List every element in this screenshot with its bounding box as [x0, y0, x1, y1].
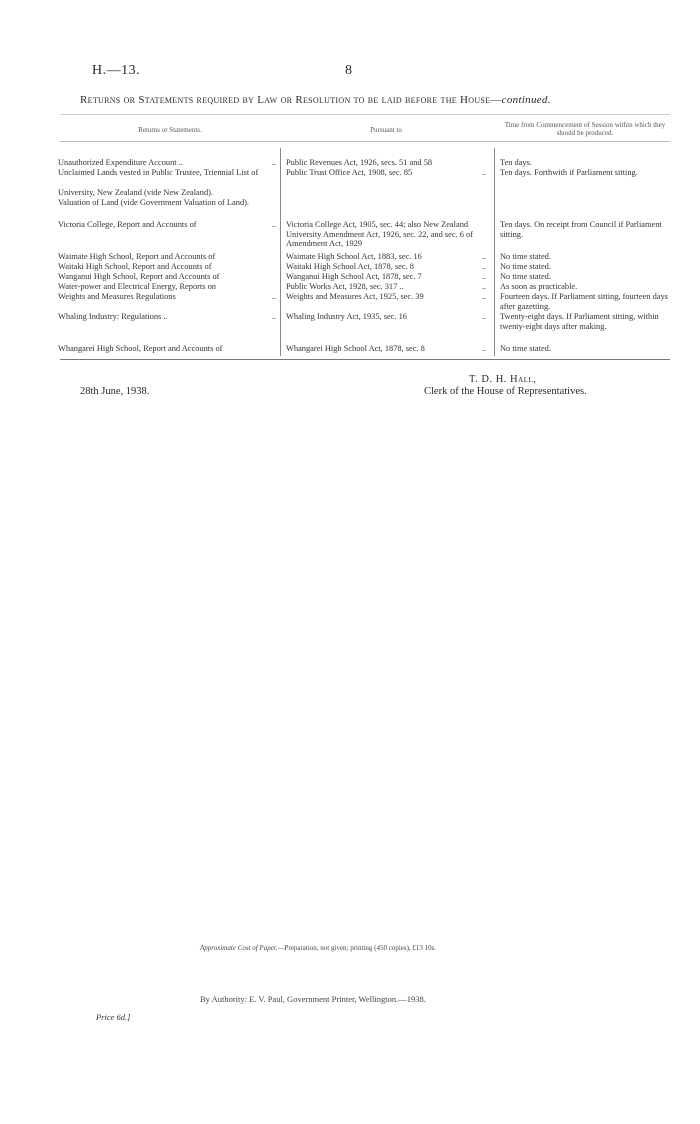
column-divider-1 [280, 148, 281, 356]
table-row-7-time: No time stated. [500, 262, 551, 271]
header-rule [60, 114, 670, 115]
table-row-12-time: No time stated. [500, 344, 551, 353]
table-row-6-pursuant: Waimate High School Act, 1883, sec. 16 .. [286, 252, 486, 261]
column-header-rule [60, 141, 670, 142]
table-row-12-returns: Whangarei High School, Report and Accounts of [58, 344, 223, 353]
table-row-5-pursuant: Victoria College Act, 1905, sec. 44; also New Zealand University Amendment Act, 1926, sec. 22, and sec. 6 of Amendment Act, 1929 [286, 220, 474, 249]
table-row-3-returns: University, New Zealand (vide New Zealand). [58, 188, 214, 197]
table-row-5-time: Ten days. On receipt from Council if Parliament sitting. [500, 220, 662, 239]
table-row-11-returns: Whaling Industry: Regulations .. .. [58, 312, 276, 321]
column-divider-2 [494, 148, 495, 356]
price-note: Price 6d.] [96, 1012, 131, 1022]
table-row-10-time: Fourteen days. If Parliament sitting, fourteen days after gazetting. [500, 292, 668, 311]
table-row-1-time: Ten days. [500, 158, 532, 167]
printer-authority: By Authority: E. V. Paul, Government Printer, Wellington.—1938. [200, 994, 426, 1004]
signatory-name: T. D. H. Hall, [469, 374, 537, 385]
column-header-pursuant: Pursuant to [370, 126, 402, 134]
page-number: 8 [345, 63, 352, 78]
column-header-returns: Returns or Statements. [138, 126, 202, 134]
table-row-9-time: As soon as practicable. [500, 282, 578, 291]
cost-of-paper-note: Approximate Cost of Paper.—Preparation, not given; printing (450 copies), £13 10s. [200, 944, 437, 952]
title-main: Returns or Statements required by Law or Resolution to be laid before the House— [80, 94, 502, 106]
table-row-9-pursuant: Public Works Act, 1928, sec. 317 .. .. [286, 282, 486, 291]
document-reference: H.—13. [92, 63, 141, 78]
table-row-8-returns: Wanganui High School, Report and Accounts of [58, 272, 220, 281]
table-bottom-rule [60, 359, 670, 360]
table-row-6-returns: Waimate High School, Report and Accounts of [58, 252, 216, 261]
table-row-7-pursuant: Waitaki High School Act, 1878, sec. 8 .. [286, 262, 486, 271]
table-row-2-returns: Unclaimed Lands vested in Public Trustee, Triennial List of [58, 168, 259, 177]
signatory-title: Clerk of the House of Representatives. [424, 386, 587, 397]
table-row-2-pursuant: Public Trust Office Act, 1908, sec. 85 .. [286, 168, 486, 177]
table-row-8-time: No time stated. [500, 272, 551, 281]
table-row-10-pursuant: Weights and Measures Act, 1925, sec. 39 .. [286, 292, 486, 301]
document-date: 28th June, 1938. [80, 386, 150, 397]
table-row-12-pursuant: Whangarei High School Act, 1878, sec. 8 .. [286, 344, 486, 353]
table-row-5-returns: Victoria College, Report and Accounts of .. [58, 220, 276, 229]
table-row-8-pursuant: Wanganui High School Act, 1878, sec. 7 .. [286, 272, 486, 281]
table-row-9-returns: Water-power and Electrical Energy, Reports on [58, 282, 216, 291]
page-title [80, 94, 652, 106]
column-header-time: Time from Commencement of Session within which they should be produced. [504, 121, 666, 137]
table-row-11-time: Twenty-eight days. If Parliament sitting, within twenty-eight days after making. [500, 312, 659, 331]
table-row-2-time: Ten days. Forthwith if Parliament sitting. [500, 168, 638, 177]
table-row-6-time: No time stated. [500, 252, 551, 261]
table-row-10-returns: Weights and Measures Regulations .. [58, 292, 276, 301]
table-row-7-returns: Waitaki High School, Report and Accounts of [58, 262, 212, 271]
table-row-1-pursuant: Public Revenues Act, 1926, secs. 51 and 58 [286, 158, 433, 167]
table-row-1-returns: Unauthorized Expenditure Account .. .. [58, 158, 276, 167]
table-row-4-returns: Valuation of Land (vide Government Valuation of Land). [58, 198, 250, 207]
table-row-11-pursuant: Whaling Industry Act, 1935, sec. 16 .. [286, 312, 486, 321]
title-continued: continued. [501, 94, 551, 106]
